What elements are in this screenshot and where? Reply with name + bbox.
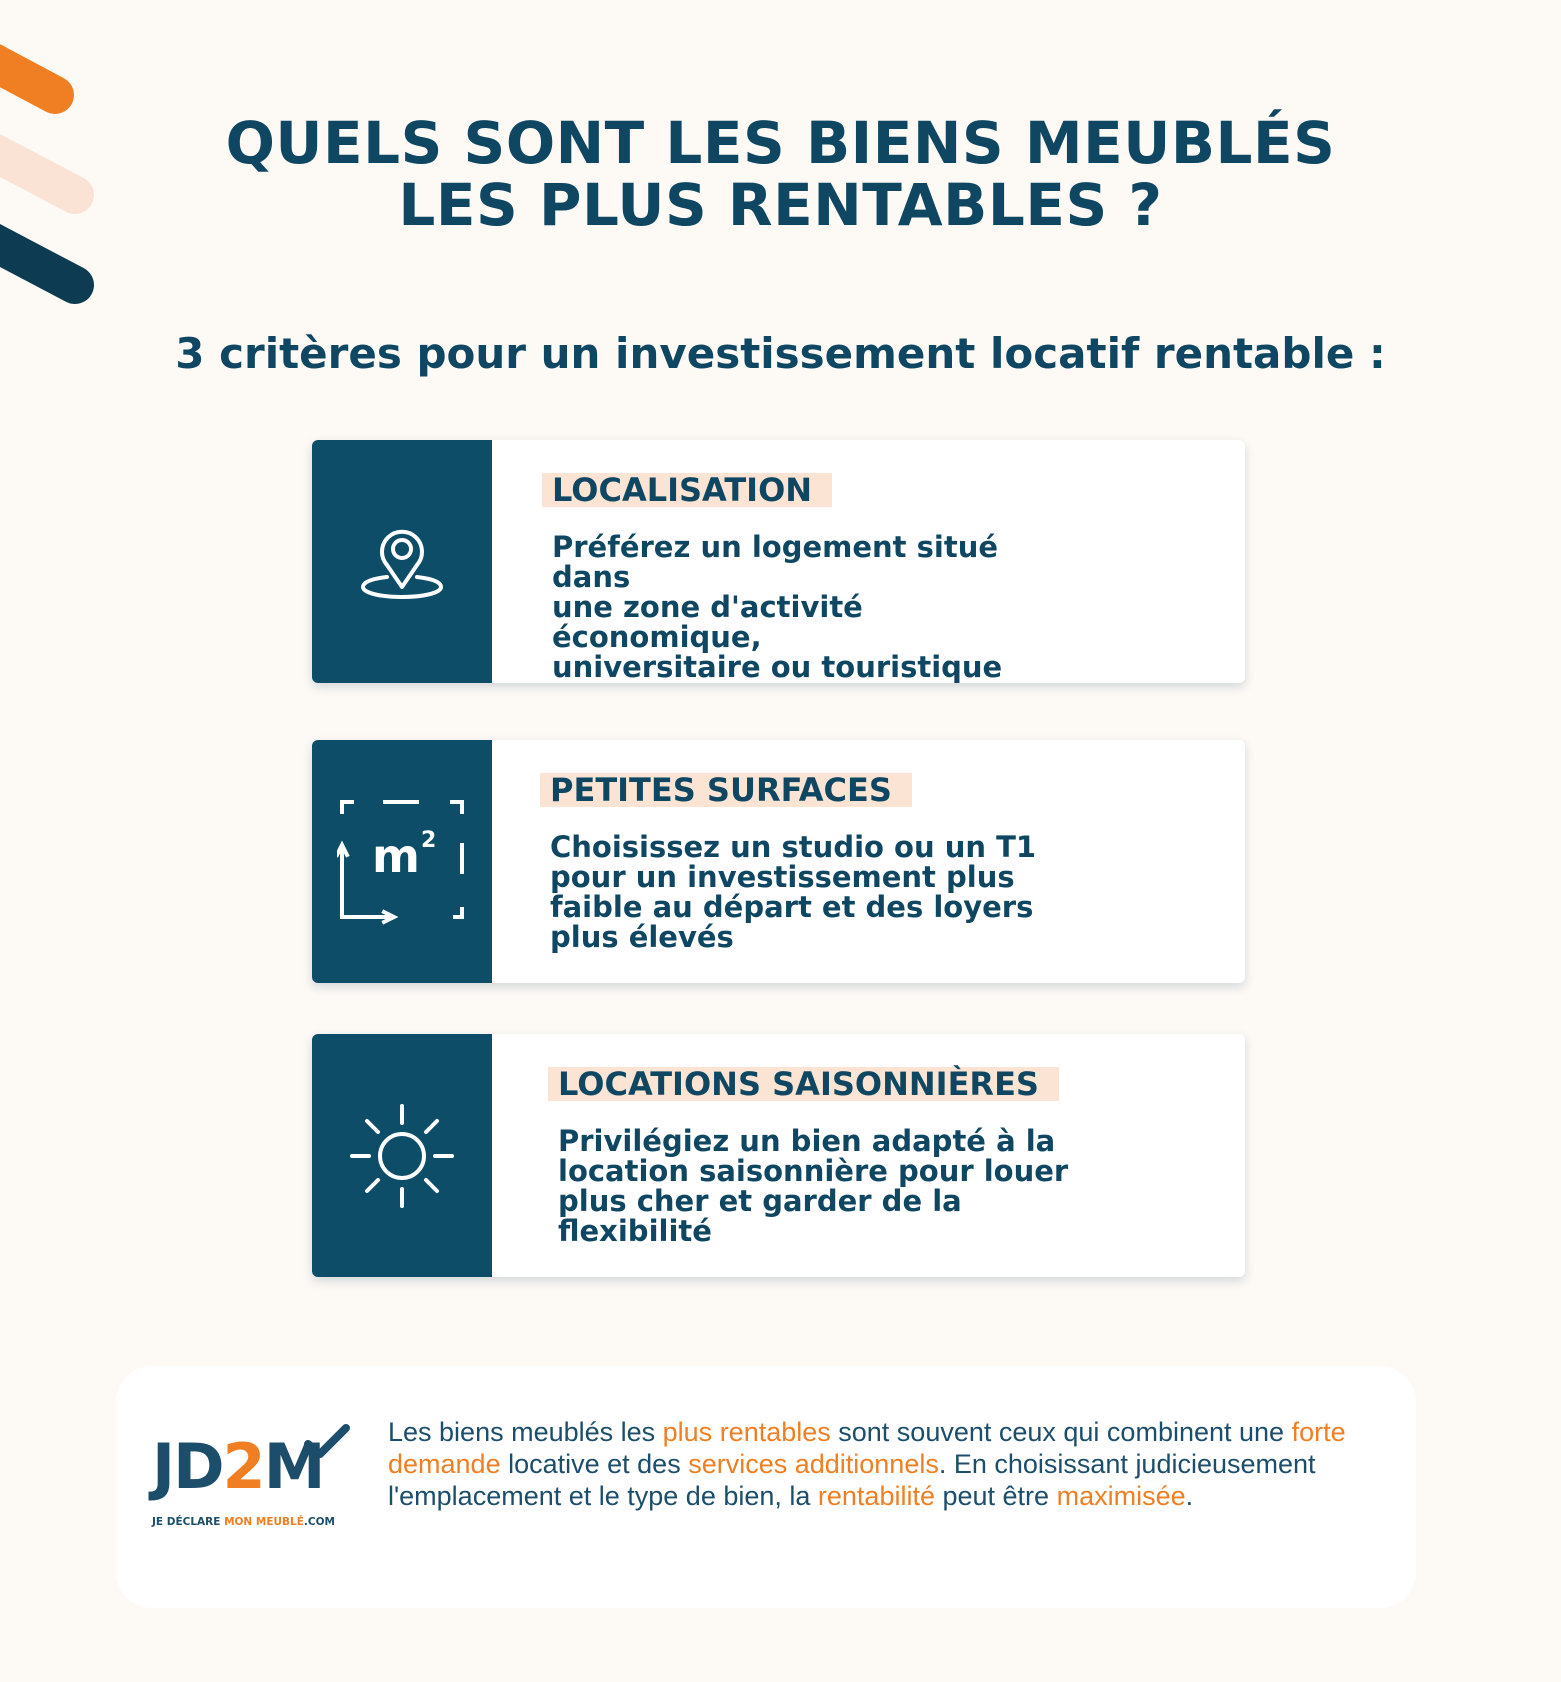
surface-m2-icon	[337, 797, 467, 927]
criterion-icon-panel	[312, 440, 492, 683]
logo-tagline: JE DÉCLARE MON MEUBLÉ.COM	[152, 1516, 335, 1528]
criterion-text-line: Préférez un logement situé dans	[552, 530, 999, 594]
logo-wordmark: JD2M	[152, 1430, 324, 1503]
title-line-1: QUELS SONT LES BIENS MEUBLÉS	[225, 109, 1336, 177]
criterion-heading: LOCALISATION	[542, 473, 832, 507]
page-subtitle: 3 critères pour un investissement locatif rentable :	[175, 329, 1386, 378]
criterion-description	[558, 1126, 1078, 1246]
criterion-text-line: Privilégiez un bien adapté à la	[558, 1124, 1056, 1158]
criterion-text-line: plus élevés	[550, 920, 734, 954]
m2-exponent: 2	[421, 827, 437, 853]
title-line-2: LES PLUS RENTABLES ?	[398, 171, 1163, 239]
criterion-heading: PETITES SURFACES	[540, 773, 912, 807]
logo-check-icon	[302, 1422, 352, 1462]
criterion-description	[552, 532, 1072, 682]
criterion-icon-panel	[312, 1034, 492, 1277]
criterion-card-localisation	[312, 440, 1245, 683]
page-title	[0, 109, 1561, 239]
summary-panel	[116, 1366, 1416, 1608]
criterion-text-line: location saisonnière pour louer	[558, 1154, 1069, 1188]
criterion-heading: LOCATIONS SAISONNIÈRES	[548, 1067, 1059, 1101]
criterion-text-line: pour un investissement plus	[550, 860, 1015, 894]
criterion-text-line: universitaire ou touristique	[552, 650, 1003, 683]
criterion-description	[550, 832, 1070, 952]
jd2m-logo	[152, 1422, 352, 1532]
criterion-text-line: Choisissez un studio ou un T1	[550, 830, 1037, 864]
criterion-text-line: une zone d'activité économique,	[552, 590, 863, 654]
location-pin-icon	[357, 517, 447, 607]
criterion-text-line: flexibilité	[558, 1214, 712, 1248]
sun-icon	[347, 1101, 457, 1211]
criterion-icon-panel	[312, 740, 492, 983]
criterion-text-line: faible au départ et des loyers	[550, 890, 1034, 924]
criterion-text-line: plus cher et garder de la	[558, 1184, 962, 1218]
criterion-card-locations-saisonnieres	[312, 1034, 1245, 1277]
criterion-card-petites-surfaces	[312, 740, 1245, 983]
summary-text: Les biens meublés les plus rentables sont souvent ceux qui combinent une forte demande locative et des services additionnels. En choisissant judicieusement l'emplacement et le type de bien, la rentabilité peut être maximisée.	[388, 1417, 1346, 1511]
m2-label: m	[372, 828, 420, 883]
